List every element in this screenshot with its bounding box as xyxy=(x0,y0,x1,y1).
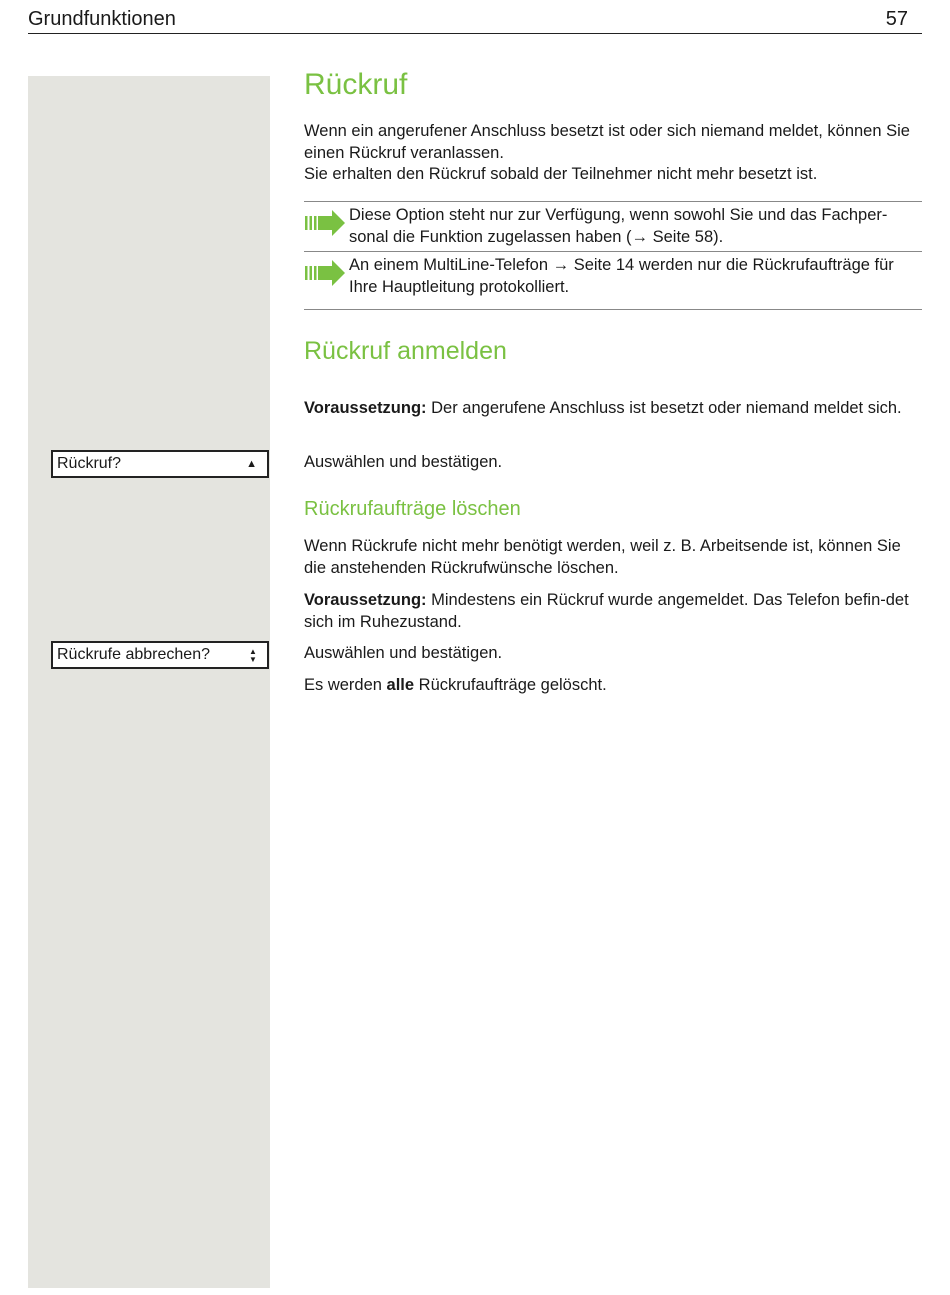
display-label: Rückruf? xyxy=(57,455,122,472)
action-text-1: Auswählen und bestätigen. xyxy=(304,453,503,471)
prereq-label: Voraussetzung: xyxy=(304,591,427,609)
prereq-text: Der angerufene Anschluss ist besetzt oder niemand meldet sich. xyxy=(426,399,902,417)
note-arrow-icon xyxy=(304,260,346,286)
sidebar xyxy=(28,76,270,1288)
note-2 xyxy=(304,251,922,310)
page-number: 57 xyxy=(885,8,908,30)
prereq-paragraph-1 xyxy=(304,398,924,420)
prereq-paragraph-2 xyxy=(304,590,924,633)
prereq-label: Voraussetzung: xyxy=(304,399,427,417)
result-text-post: Rückrufaufträge gelöscht. xyxy=(414,676,607,694)
note-text: Diese Option steht nur zur Verfügung, wenn sowohl Sie und das Fachper-sonal die Funktion zugelassen haben (→ Seite 58). xyxy=(349,206,888,246)
intro-paragraph-1: Wenn ein angerufener Anschluss besetzt ist oder sich niemand meldet, können Sie einen Rückruf veranlassen. xyxy=(304,122,910,162)
chapter-title: Grundfunktionen xyxy=(28,8,176,30)
result-text-bold: alle xyxy=(386,676,415,694)
page-header xyxy=(28,6,922,34)
section-title-rueckruf-anmelden: Rückruf anmelden xyxy=(304,337,507,365)
display-rueckruf xyxy=(51,450,269,478)
prereq-text: Mindestens ein Rückruf wurde angemeldet. Das Telefon befin-det sich im Ruhezustand. xyxy=(304,591,909,631)
result-text xyxy=(304,675,924,697)
arrow-up-icon: ▲ xyxy=(246,458,257,470)
intro-paragraph-2: Sie erhalten den Rückruf sobald der Teilnehmer nicht mehr besetzt ist. xyxy=(304,165,818,183)
note-arrow-icon xyxy=(304,210,346,236)
display-label: Rückrufe abbrechen? xyxy=(57,646,210,663)
section2-description: Wenn Rückrufe nicht mehr benötigt werden, weil z. B. Arbeitsende ist, können Sie die anstehenden Rückrufwünsche löschen. xyxy=(304,537,901,577)
result-text-pre: Es werden xyxy=(304,676,387,694)
page-title: Rückruf xyxy=(304,68,408,101)
arrow-up-down-icon: ▲▼ xyxy=(249,647,257,664)
action-text-2: Auswählen und bestätigen. xyxy=(304,644,503,662)
note-text: An einem MultiLine-Telefon → Seite 14 werden nur die Rückrufaufträge für Ihre Hauptleitung protokolliert. xyxy=(349,256,894,296)
section-title-rueckrufauftraege-loeschen: Rückrufaufträge löschen xyxy=(304,498,521,520)
note-1 xyxy=(304,201,922,251)
display-rueckrufe-abbrechen xyxy=(51,641,269,669)
